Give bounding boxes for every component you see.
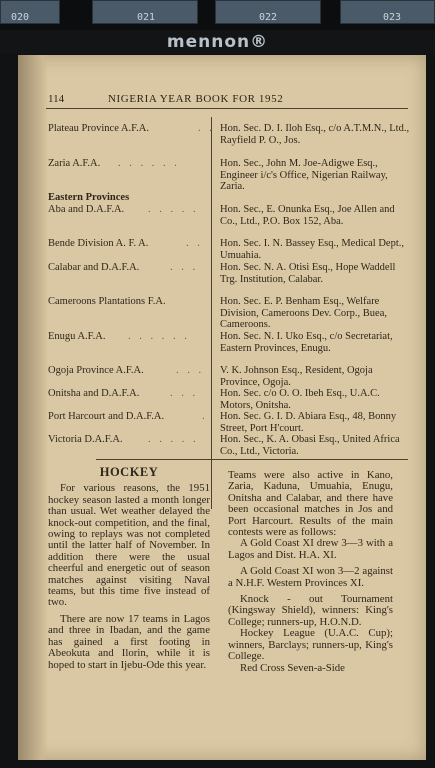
association-detail: Hon. Sec., K. A. Obasi Esq., United Africa Co., Ltd., Victoria. — [220, 434, 400, 457]
frame-number: 022 — [258, 12, 278, 23]
hockey-left-column — [48, 467, 210, 671]
association-detail: Hon. Sec. E. P. Benham Esq., Welfare Division, Cameroons Dev. Corp., Buea, Cameroons. — [220, 296, 388, 330]
association-detail: Hon. Sec., E. Onunka Esq., Joe Allen and Co., Ltd., P.O. Box 152, Aba. — [220, 204, 395, 227]
book-page: 114 NIGERIA YEAR BOOK FOR 1952 Plateau Province A.F.A. . . Hon. Sec. D. I. Iloh Esq., c/o A.T.M.N., Ltd., Rayfield P. O., Jos. Zaria A.F.A. . . . . . . Hon. Sec., John M. Joe-Adigwe Esq., Engineer i/c's Office, Nigerian Railway, Zaria. Eastern Provinces Aba and D.A.F.A. . . . . . Hon. Sec., E. Onunka Esq., Joe Allen and Co., Ltd., P.O. Box 152, Aba. Bende Division A. F. A. . . Hon. Sec. I. N. Bassey Esq., Medical Dept., Umuahia. Calabar and D.A.F.A. . . . Hon. Sec. N. A. Otisi Esq., Hope Waddell Trg. Institution, Calabar. Cameroons Plantations F.A. Hon. Sec. E. P. Benham Esq., Welfare Division, Cameroons Dev. Corp., Buea, Cameroons. Enugu A.F.A. . . . . . . Hon. Sec. N. I. Uko Esq., c/o Secretariat, Eastern Provinces, Enugu. Ogoja Province A.F.A. . . . V. K. Johnson Esq., Resident, Ogoja Province, Ogoja. Onitsha and D.A.F.A. . . . Hon. Sec. c/o O. O. Ibeh Esq., U.A.C. Motors, Onitsha. Port Harcourt and D.A.F.A. . Hon. Sec. G. I. D. Abiara Esq., 48, Bonny Street, Port H'court. Victoria D.A.F.A. . . . . . Hon. Sec., K. A. Obasi Esq., United Africa Co., Ltd., Victoria. HOCKEY For various reasons, the 1951 hockey season lasted a month longer than usual. Wet weather delayed the knock-out competition, and the final, owing to replays was not completed until the latter half of November. In addition there were the usual cheerful and energetic out of season matches against visiting Naval teams, but this time five instead of two. There are now 17 teams in Lagos and three in Ibadan, and the game has gained a first footing in Abeokuta and Ilorin, while it is hoped to start in Ijebu-Ode this year. Teams were also active in Kano, Zaria, Kaduna, Umuahia, Enugu, Onitsha and Calabar, and there have been occasional matches in Jos and Port Harcourt. Results of the main contests were as follows: A Gold Coast XI drew 3—3 with a Lagos and Dist. H.A. XI. A Gold Coast XI won 3—2 against a N.H.F. Western Provinces XI. Knock - out Tournament (Kingsway Shield), winners: King's College; runners-up, H.O.N.D. Hockey League (U.A.C. Cup); winners, Barclays; runners-up, King's College. Red Cross Seven-a-Side — [18, 55, 426, 760]
association-name: Victoria D.A.F.A. — [48, 434, 123, 445]
association-name: Bende Division A. F. A. — [48, 238, 149, 249]
header-rule — [46, 108, 408, 109]
association-detail: Hon. Sec. N. I. Uko Esq., c/o Secretariat, Eastern Provinces, Enugu. — [220, 331, 393, 354]
association-name: Enugu A.F.A. — [48, 331, 106, 342]
paragraph: Red Cross Seven-a-Side — [240, 661, 345, 674]
association-name: Ogoja Province A.F.A. — [48, 365, 144, 376]
paragraph: Teams were also active in Kano, Zaria, Kaduna, Umuahia, Enugu, Onitsha and Calabar, and there have been occasional matches in Jos and Port Harcourt. Results of the main contests were as follows: — [228, 469, 393, 539]
frame-number: 023 — [382, 12, 402, 23]
section-heading: Eastern Provinces — [48, 192, 130, 203]
association-name: Zaria A.F.A. — [48, 158, 101, 169]
running-title: NIGERIA YEAR BOOK FOR 1952 — [108, 93, 284, 105]
association-name: Onitsha and D.A.F.A. — [48, 388, 140, 399]
association-detail: Hon. Sec. G. I. D. Abiara Esq., 48, Bonny Street, Port H'court. — [220, 411, 397, 434]
paragraph: There are now 17 teams in Lagos and three in Ibadan, and the game has gained a first footing in Abeokuta and Ilorin, while it is hoped to start in Ijebu-Ode this year. — [48, 612, 210, 671]
section-title: HOCKEY — [99, 465, 159, 479]
column-divider — [211, 117, 212, 509]
paragraph: A Gold Coast XI won 3—2 against a N.H.F. Western Provinces XI. — [228, 565, 393, 589]
paragraph: Hockey League (U.A.C. Cup); winners, Barclays; runners-up, King's College. — [228, 627, 393, 663]
association-name: Cameroons Plantations F.A. — [48, 296, 166, 307]
paragraph: Knock - out Tournament (Kingsway Shield), winners: King's College; runners-up, H.O.N.D. — [228, 593, 393, 628]
association-detail: Hon. Sec. c/o O. O. Ibeh Esq., U.A.C. Motors, Onitsha. — [220, 388, 380, 411]
page-spine-shadow — [18, 55, 48, 760]
hockey-right-column — [228, 470, 393, 674]
association-name: Calabar and D.A.F.A. — [48, 262, 140, 273]
association-detail: Hon. Sec. N. A. Otisi Esq., Hope Waddell Trg. Institution, Calabar. — [220, 262, 396, 285]
film-strip — [0, 0, 435, 30]
association-detail: Hon. Sec. I. N. Bassey Esq., Medical Dept., Umuahia. — [220, 238, 405, 261]
frame-number: 020 — [10, 12, 30, 23]
association-detail: V. K. Johnson Esq., Resident, Ogoja Province, Ogoja. — [220, 365, 373, 388]
paragraph: A Gold Coast XI drew 3—3 with a Lagos and Dist. H.A. XI. — [228, 537, 393, 561]
association-detail: Hon. Sec. D. I. Iloh Esq., c/o A.T.M.N., Ltd., Rayfield P. O., Jos. — [220, 123, 410, 146]
association-name: Plateau Province A.F.A. — [48, 123, 149, 134]
frame-number: 021 — [136, 12, 156, 23]
paragraph: For various reasons, the 1951 hockey season lasted a month longer than usual. Wet weather delayed the knock-out competition, and the final, owing to replays was not completed until the latter half of November. In addition there were the usual cheerful and energetic out of season matches against visiting Naval teams, but this time five instead of two. — [48, 482, 210, 609]
association-name: Aba and D.A.F.A. — [48, 204, 125, 215]
association-detail: Hon. Sec., John M. Joe-Adigwe Esq., Engineer i/c's Office, Nigerian Railway, Zaria. — [220, 158, 388, 192]
association-name: Port Harcourt and D.A.F.A. — [48, 411, 165, 422]
brand-logo: mennon® — [0, 30, 435, 54]
page-number: 114 — [48, 93, 65, 105]
section-rule — [96, 459, 408, 460]
